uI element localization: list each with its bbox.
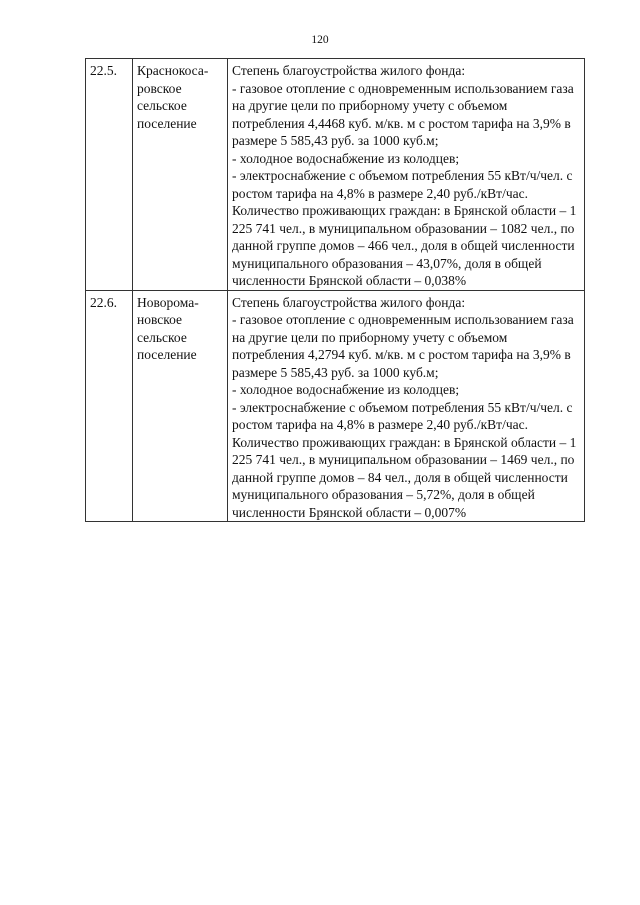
description-cell xyxy=(228,290,585,522)
row-number-cell xyxy=(86,290,133,522)
settlement-name-line: Краснокоса- xyxy=(137,63,209,78)
gas-heating-item: - газовое отопление с одновременным использованием газа на другие цели по приборному учету с объемом потребления 4,2794 куб. м/кв. м с ростом тарифа на 3,9% в размере 5 585,43 руб. за 1000 куб.м; xyxy=(232,312,574,380)
table-row xyxy=(86,290,585,522)
settlement-name-line: ровское xyxy=(137,80,182,96)
settlement-name-line: Новорома- xyxy=(137,294,199,310)
description-cell xyxy=(228,59,585,291)
electricity-item: - электроснабжение с объемом потребления 55 кВт/ч/чел. с ростом тарифа на 4,8% в размере 2,40 руб./кВт/час. xyxy=(232,168,573,201)
page-number: 120 xyxy=(311,34,329,46)
settlement-name-line: поселение xyxy=(137,115,197,131)
electricity-item: - электроснабжение с объемом потребления 55 кВт/ч/чел. с ростом тарифа на 4,8% в размере 2,40 руб./кВт/час. xyxy=(232,399,573,432)
settlement-name-cell xyxy=(133,290,228,522)
gas-heating-item: - газовое отопление с одновременным использованием газа на другие цели по приборному учету с объемом потребления 4,4468 куб. м/кв. м с ростом тарифа на 3,9% в размере 5 585,43 руб. за 1000 куб.м; xyxy=(232,80,574,148)
residents-count-text: Количество проживающих граждан: в Брянской области – 1 225 741 чел., в муниципальном образовании – 1082 чел., по данной группе домов – 466 чел., доля в общей численности муниципального образования – 43,07%, доля в общей численности Брянской области – 0,038% xyxy=(232,203,577,288)
housing-amenities-heading: Степень благоустройства жилого фонда: xyxy=(232,63,466,78)
settlement-name-cell xyxy=(133,59,228,291)
tariff-table xyxy=(85,58,585,522)
settlement-name-line: новское xyxy=(137,312,183,327)
settlement-name-line: поселение xyxy=(137,347,197,362)
row-number: 22.6. xyxy=(90,294,117,310)
table-row xyxy=(86,59,585,291)
cold-water-item: - холодное водоснабжение из колодцев; xyxy=(232,150,460,166)
settlement-name-line: сельское xyxy=(137,329,187,345)
row-number: 22.5. xyxy=(90,63,117,78)
residents-count-text: Количество проживающих граждан: в Брянской области – 1 225 741 чел., в муниципальном образовании – 1469 чел., по данной группе домов – 84 чел., доля в общей численности муниципального образования – 5,72%, доля в общей численности Брянской области – 0,007% xyxy=(232,434,577,520)
row-number-cell xyxy=(86,59,133,291)
settlement-name-line: сельское xyxy=(137,98,187,113)
cold-water-item: - холодное водоснабжение из колодцев; xyxy=(232,382,460,397)
housing-amenities-heading: Степень благоустройства жилого фонда: xyxy=(232,294,466,310)
